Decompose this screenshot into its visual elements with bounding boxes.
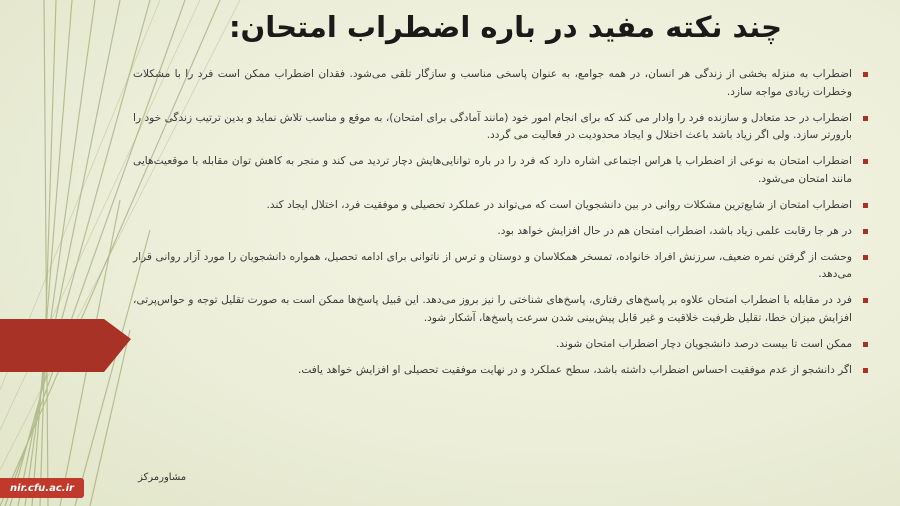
list-item-text: ممکن است تا بیست درصد دانشجویان دچار اضطراب امتحان شوند. xyxy=(555,337,852,350)
list-item-text: در هر جا رقابت علمی زیاد باشد، اضطراب امتحان هم در حال افزایش خواهد بود. xyxy=(497,224,852,237)
list-item-text: اضطراب در حد متعادل و سازنده فرد را وادار می کند که برای انجام امور خود (مانند آمادگی برای امتحان)، به موقع و مناسب تلاش نماید و بدین ترتیب زندگی خود را بارورتر سازد. ولی اگر زیاد باشد باعث اختلال و ایجاد محدودیت در فعالیت می گردد. xyxy=(133,111,852,141)
list-item-text: اضطراب امتحان از شایع‌ترین مشکلات روانی در بین دانشجویان است که می‌تواند در عملکرد تحصیلی و موفقیت فرد، اختلال ایجاد کند. xyxy=(266,198,852,211)
list-item xyxy=(133,292,868,327)
list-item-text: وحشت از گرفتن نمره ضعیف، سرزنش افراد خانواده، تمسخر همکلاسان و دوستان و ترس از ناتوانی برای ادامه تحصیل، همواره دانشجویان را مورد آزار روانی قرار می‌دهد. xyxy=(133,250,852,280)
footer-text: مشاورمرکز xyxy=(138,472,187,483)
list-item xyxy=(133,110,868,145)
bullet-square-icon xyxy=(863,368,868,373)
list-item-text: اضطراب امتحان به نوعی از اضطراب یا هراس اجتماعی اشاره دارد که فرد را در باره توانایی‌هایش دچار تردید می کند و منجر به کاهش توان مقابله با موقعیت‌هایی مانند امتحان می‌شود. xyxy=(133,155,852,185)
list-item xyxy=(133,197,868,215)
list-item-text: اگر دانشجو از عدم موفقیت احساس اضطراب داشته باشد، سطح عملکرد و در نهایت موفقیت تحصیلی او افزایش خواهد یافت. xyxy=(297,363,852,376)
list-item-text: فرد در مقابله با اضطراب امتحان علاوه بر پاسخ‌های رفتاری، پاسخ‌های شناختی را نیز بروز می‌دهد. این قبیل پاسخ‌ها ممکن است به صورت تقلیل توجه و حواس‌پرتی، افزایش میزان خطا، تقلیل ظرفیت خلاقیت و غیر قابل پیش‌بینی شدن سرعت پاسخ‌ها، آشکار شود. xyxy=(133,294,852,324)
url-badge-link[interactable]: nir.cfu.ac.ir xyxy=(0,478,84,498)
bullet-list xyxy=(133,66,868,388)
slide-title: چند نکته مفید در باره اضطراب امتحان: xyxy=(228,10,782,44)
bullet-square-icon xyxy=(863,72,868,77)
bullet-square-icon xyxy=(863,342,868,347)
bullet-square-icon xyxy=(863,159,868,164)
bullet-square-icon xyxy=(863,203,868,208)
bullet-square-icon xyxy=(863,116,868,121)
list-item xyxy=(133,153,868,188)
list-item xyxy=(133,223,868,241)
bullet-square-icon xyxy=(863,255,868,260)
red-arrow-icon xyxy=(0,319,131,372)
bullet-square-icon xyxy=(863,229,868,234)
list-item xyxy=(133,249,868,284)
list-item xyxy=(133,362,868,380)
bullet-square-icon xyxy=(863,298,868,303)
list-item xyxy=(133,336,868,354)
list-item xyxy=(133,66,868,101)
list-item-text: اضطراب به منزله بخشی از زندگی هر انسان، در همه جوامع، به عنوان پاسخی مناسب و سازگار تلقی می‌شود. فقدان اضطراب ممکن است فرد را با مشکلات وخطرات زیادی مواجه سازد. xyxy=(133,68,852,98)
